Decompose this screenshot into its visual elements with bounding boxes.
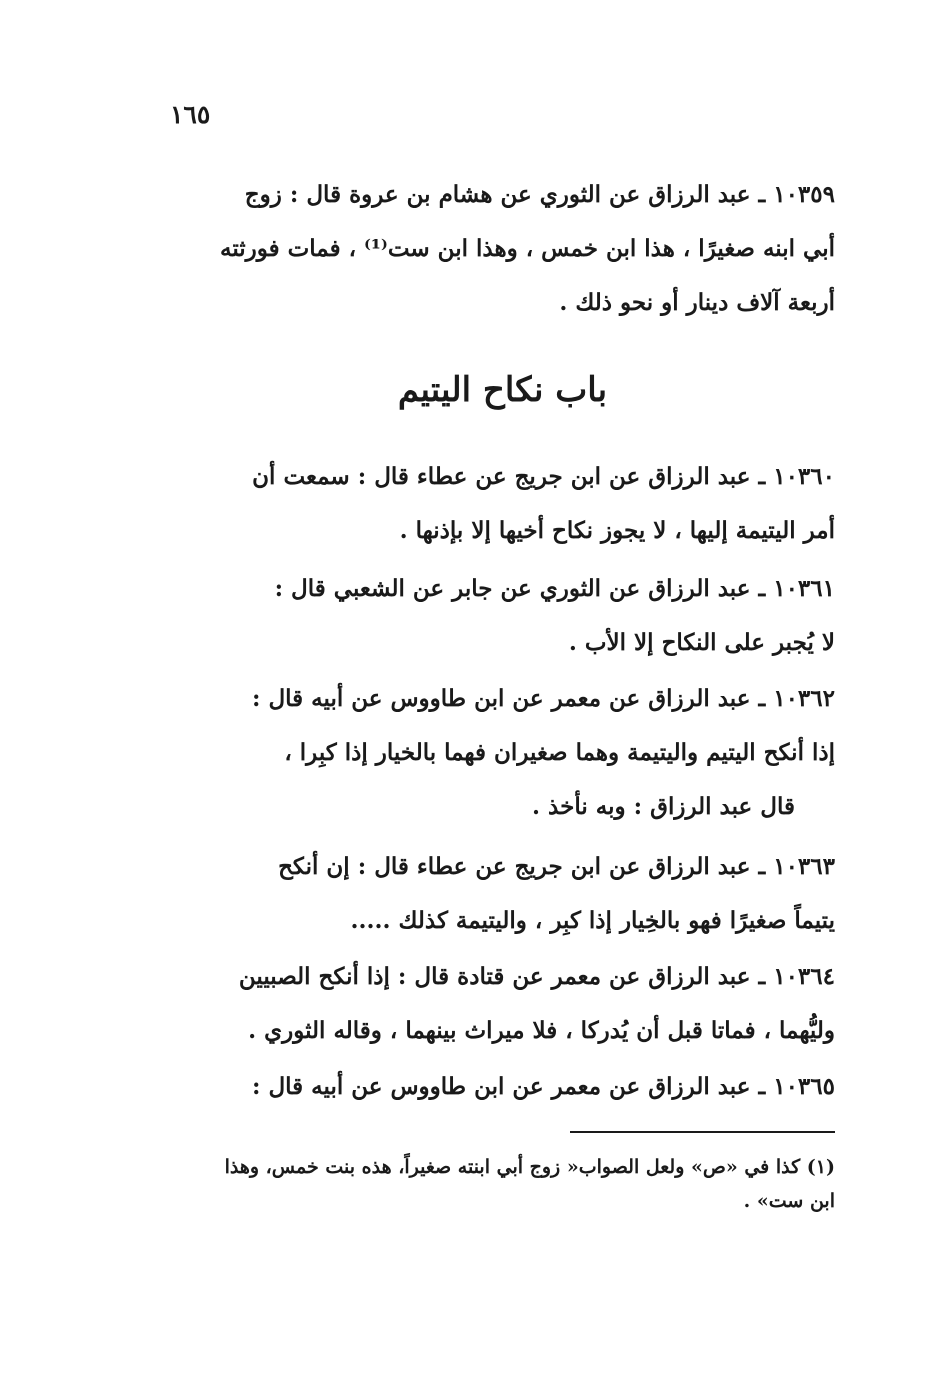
hadith-10364 — [170, 950, 835, 1058]
text-line: أمر اليتيمة إليها ، لا يجوز نكاح أخيها إلا بإذنها . — [399, 517, 835, 544]
text-line: ١٠٣٦٢ ـ عبد الرزاق عن معمر عن ابن طاووس عن أبيه قال : — [251, 685, 835, 712]
text-line: قال عبد الرزاق : وبه نأخذ . — [532, 793, 795, 820]
text-line: ١٠٣٦١ ـ عبد الرزاق عن الثوري عن جابر عن الشعبي قال : — [274, 575, 835, 602]
hadith-10362 — [170, 672, 835, 780]
hadith-10360 — [170, 450, 835, 558]
hadith-10363 — [170, 840, 835, 948]
text-line: لا يُجبر على النكاح إلا الأب . — [568, 629, 835, 656]
hadith-10361 — [170, 562, 835, 670]
author-comment — [170, 780, 835, 834]
chapter-heading: باب نكاح اليتيم — [397, 370, 608, 410]
text-line: ١٠٣٦٠ ـ عبد الرزاق عن ابن جريج عن عطاء قال : سمعت أن — [252, 463, 835, 490]
text-line: ١٠٣٦٣ ـ عبد الرزاق عن ابن جريج عن عطاء قال : إن أنكح — [278, 853, 835, 880]
text-line: أربعة آلاف دينار أو نحو ذلك . — [559, 289, 835, 316]
footnote-line: (١) كذا في «ص» ولعل الصواب« زوج أبي ابنته صغيراً، هذه بنت خمس، وهذا — [224, 1156, 835, 1178]
footnote-line: ابن ست» . — [743, 1190, 835, 1212]
text-line: أبي ابنه صغيرًا ، هذا ابن خمس ، وهذا ابن ست⁽¹⁾ ، فمات فورثته — [219, 235, 835, 262]
text-line: يتيماً صغيرًا فهو بالخِيار إذا كبِر ، واليتيمة كذلك ..... — [350, 907, 835, 934]
text-line: ١٠٣٦٥ ـ عبد الرزاق عن معمر عن ابن طاووس عن أبيه قال : — [251, 1073, 835, 1100]
text-line: وليُّهما ، فماتا قبل أن يُدركا ، فلا ميراث بينهما ، وقاله الثوري . — [248, 1017, 835, 1044]
text-line: إذا أنكح اليتيم واليتيمة وهما صغيران فهما بالخيار إذا كبِرا ، — [284, 739, 835, 766]
text-line: ١٠٣٥٩ ـ عبد الرزاق عن الثوري عن هشام بن عروة قال : زوج — [244, 181, 835, 208]
footnote — [170, 1150, 835, 1218]
page-number: ١٦٥ — [170, 100, 211, 129]
text-line: ١٠٣٦٤ ـ عبد الرزاق عن معمر عن قتادة قال : إذا أنكح الصبيين — [238, 963, 835, 990]
footnote-separator — [570, 1131, 835, 1133]
hadith-10359 — [170, 168, 835, 330]
hadith-10365 — [170, 1060, 835, 1114]
